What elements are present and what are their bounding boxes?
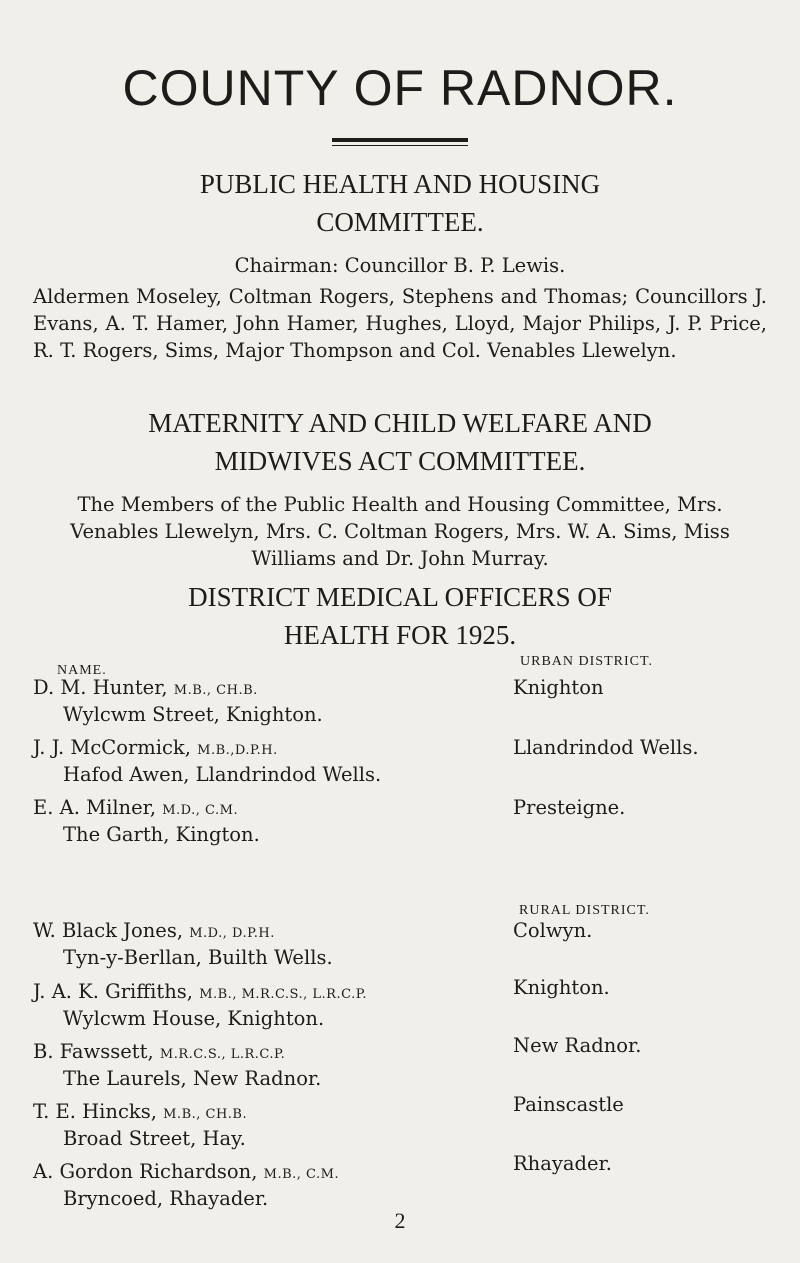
officer-name-text: A. Gordon Richardson, xyxy=(33,1160,258,1183)
maternity-heading-line1: MATERNITY AND CHILD WELFARE AND xyxy=(148,408,652,438)
title-rule-thick xyxy=(332,138,468,142)
maternity-members: The Members of the Public Health and Housing Committee, Mrs. Venables Llewelyn, Mrs. C. Coltman Rogers, Mrs. W. A. Sims, Miss Williams and Dr. John Murray. xyxy=(70,493,730,570)
title-rule-thin xyxy=(332,145,468,146)
officer-district: Knighton. xyxy=(513,976,610,999)
officer-name xyxy=(33,978,367,1008)
officer-address: Hafod Awen, Llandrindod Wells. xyxy=(63,763,382,786)
officer-district: Colwyn. xyxy=(513,919,593,942)
officer-district: Painscastle xyxy=(513,1093,624,1116)
officer-address: Tyn-y-Berllan, Builth Wells. xyxy=(63,946,333,969)
officer-district: New Radnor. xyxy=(513,1034,642,1057)
officers-heading-line1: DISTRICT MEDICAL OFFICERS OF xyxy=(188,582,612,612)
officer-district: Llandrindod Wells. xyxy=(513,736,699,759)
officer-district: Rhayader. xyxy=(513,1152,612,1175)
maternity-heading-line2: MIDWIVES ACT COMMITTEE. xyxy=(214,446,586,476)
officer-name-text: J. A. K. Griffiths, xyxy=(33,980,193,1003)
officer-name-text: J. J. McCormick, xyxy=(33,736,191,759)
officer-address: Wylcwm House, Knighton. xyxy=(63,1007,325,1030)
officer-qualifications: M.R.C.S., L.R.C.P. xyxy=(159,1047,286,1062)
urban-district-header: URBAN DISTRICT. xyxy=(520,654,653,669)
officer-qualifications: M.D., D.P.H. xyxy=(189,926,275,941)
officer-qualifications: M.B., C.M. xyxy=(263,1167,340,1182)
officer-name-text: T. E. Hincks, xyxy=(33,1100,157,1123)
officer-qualifications: M.B., CH.B. xyxy=(173,683,258,698)
public-health-heading-line2: COMMITTEE. xyxy=(316,207,484,237)
officer-name xyxy=(33,734,278,764)
officer-qualifications: M.B., CH.B. xyxy=(163,1107,248,1122)
officer-qualifications: M.B.,D.P.H. xyxy=(197,743,278,758)
officer-address: The Laurels, New Radnor. xyxy=(63,1067,322,1090)
rural-district-header: RURAL DISTRICT. xyxy=(519,903,650,918)
officer-address: The Garth, Kington. xyxy=(63,823,260,846)
officer-qualifications: M.B., M.R.C.S., L.R.C.P. xyxy=(199,987,367,1002)
officer-name xyxy=(33,794,238,824)
officer-qualifications: M.D., C.M. xyxy=(162,803,239,818)
public-health-chairman: Chairman: Councillor B. P. Lewis. xyxy=(234,254,566,277)
officer-name-text: D. M. Hunter, xyxy=(33,676,168,699)
officer-name-text: W. Black Jones, xyxy=(33,919,184,942)
officers-heading-line2: HEALTH FOR 1925. xyxy=(283,620,517,650)
officer-address: Wylcwm Street, Knighton. xyxy=(63,703,323,726)
officer-address: Bryncoed, Rhayader. xyxy=(63,1187,269,1210)
public-health-members: Aldermen Moseley, Coltman Rogers, Stephens and Thomas; Councillors J. Evans, A. T. Hamer, John Hamer, Hughes, Lloyd, Major Philips, J. P. Price, R. T. Rogers, Sims, Major Thompson and Col. Venables Llewelyn. xyxy=(33,285,767,362)
officer-address: Broad Street, Hay. xyxy=(63,1127,246,1150)
name-column-header: NAME. xyxy=(57,663,107,678)
page-title: COUNTY OF RADNOR. xyxy=(122,60,678,116)
officer-name xyxy=(33,917,275,947)
page-number: 2 xyxy=(394,1208,406,1233)
officer-district: Presteigne. xyxy=(513,796,626,819)
officer-name xyxy=(33,1098,247,1128)
officer-name-text: B. Fawssett, xyxy=(33,1040,154,1063)
officer-name xyxy=(33,1158,339,1188)
public-health-heading-line1: PUBLIC HEALTH AND HOUSING xyxy=(199,169,601,199)
officer-name xyxy=(33,674,258,704)
officer-name xyxy=(33,1038,285,1068)
officer-district: Knighton xyxy=(513,676,604,699)
officer-name-text: E. A. Milner, xyxy=(33,796,157,819)
